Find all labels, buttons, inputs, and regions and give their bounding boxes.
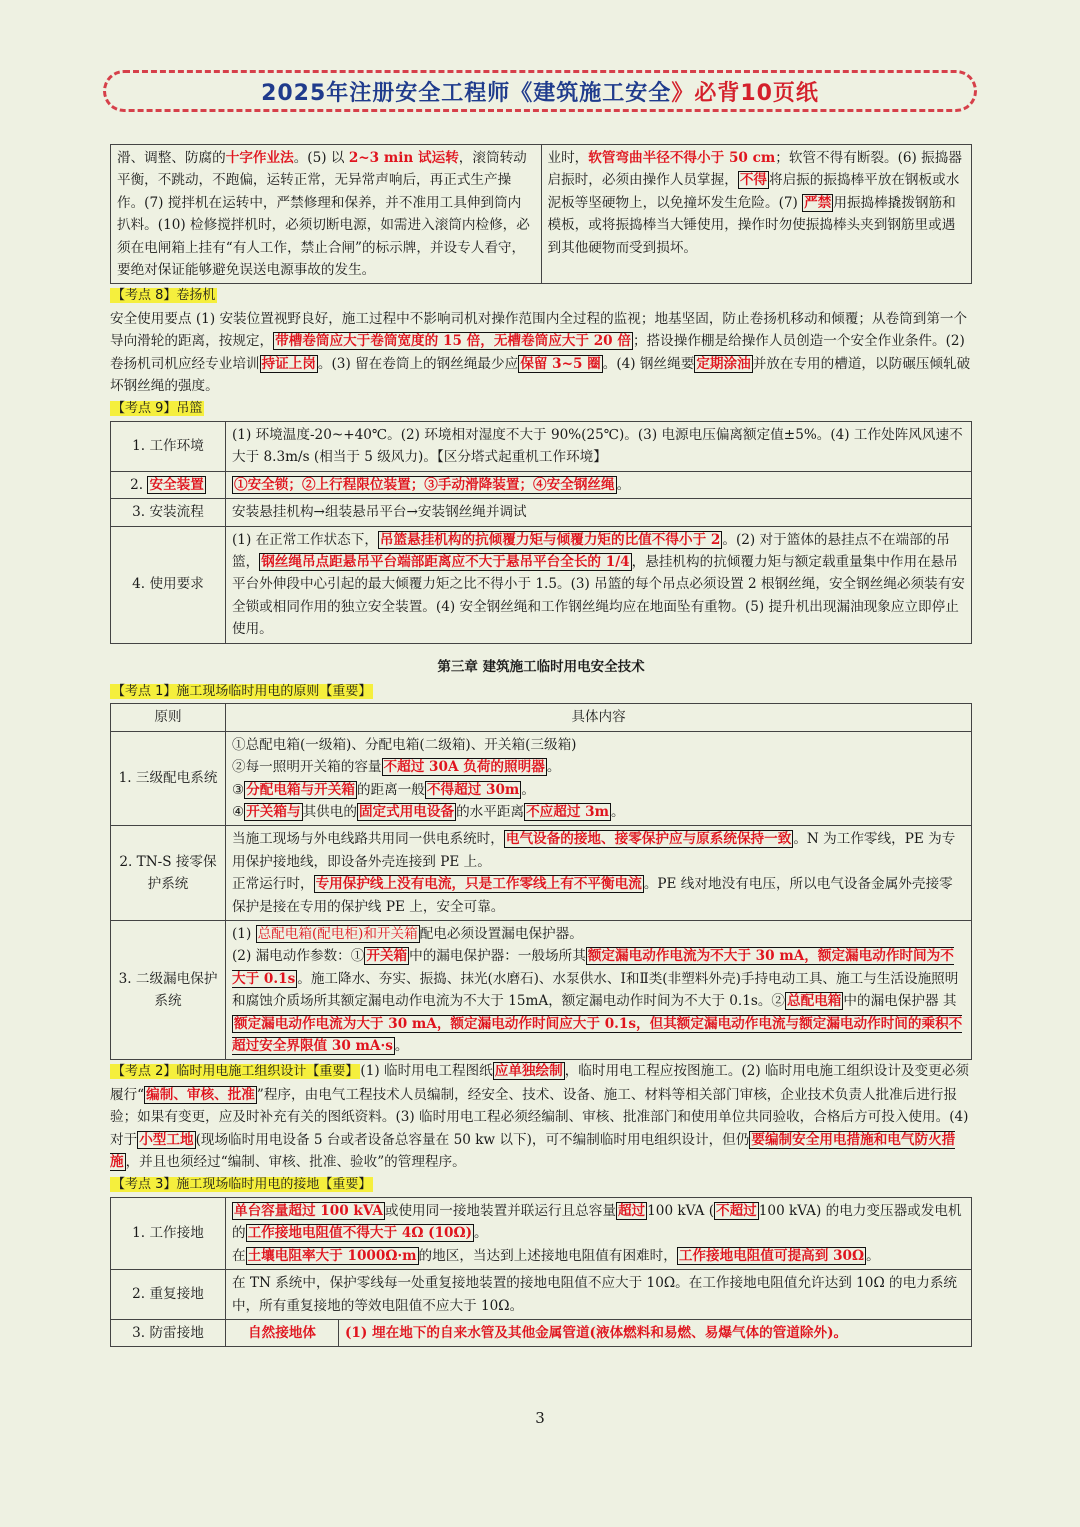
chapter-heading: 第三章 建筑施工临时用电安全技术 bbox=[437, 658, 645, 675]
kp3-table bbox=[110, 1197, 972, 1347]
kp9-heading: 【考点 9】吊篮 bbox=[112, 401, 203, 417]
kp3-label-repeat: 2. 重复接地 bbox=[111, 1270, 226, 1320]
kp3-label-lightning: 3. 防雷接地 bbox=[111, 1319, 226, 1346]
kp9-label-use: 4. 使用要求 bbox=[111, 526, 226, 643]
kp9-env-text: (1) 环境温度-20~+40℃。(2) 环境相对湿度不大于 90%(25℃)。(3) 电源电压偏离额定值±5%。(4) 工作处阵风风速不大于 8.3m/s (相当于 5 级风力)。【区分塔式起重机工作环境】 bbox=[226, 421, 972, 471]
kp9-label-install: 3. 安装流程 bbox=[111, 499, 226, 526]
kp1-heading: 【考点 1】施工现场临时用电的原则【重要】 bbox=[112, 683, 372, 699]
kp9-install-text: 安装悬挂机构→组装悬吊平台→安装钢丝绳并调试 bbox=[226, 499, 972, 526]
page-content bbox=[110, 144, 972, 1347]
kp9-label-env: 1. 工作环境 bbox=[111, 421, 226, 471]
kp1-table bbox=[110, 703, 972, 1060]
top-table bbox=[110, 144, 972, 284]
kp9-use-text: (1) 在正常工作状态下， 吊篮悬挂机构的抗倾覆力矩与倾覆力矩的比值不得小于 2 。(2) 对于篮体的悬挂点不在端部的吊篮， 钢丝绳吊点距悬吊平台端部距离应不大于悬吊平台全长的 1/4 ，悬挂机构的抗倾覆力矩与额定载重量集中作用在悬吊平台外伸段中心引起的最大倾覆力矩之比不得小于 1.5。(3) 吊篮的每个吊点必须设置 2 根钢丝绳，安全钢丝绳必须装有安全锁或相同作用的独立安全装置。(4) 安全钢丝绳和工作钢丝绳均应在地面坠有重物。(5) 提升机出现漏油现象应立即停止使用。 bbox=[226, 526, 972, 643]
kp1-three-level-text: ①总配电箱(一级箱)、分配电箱(二级箱)、开关箱(三级箱) ②每一照明开关箱的容量 不超过 30A 负荷的照明器 。 ③ 分配电箱与开关箱 的距离一般 不得超过 30m 。 ④ 开关箱与 其供电的 固定式用电设备 的水平距离 不应超过 3m 。 bbox=[226, 731, 972, 826]
kp3-heading: 【考点 3】施工现场临时用电的接地【重要】 bbox=[112, 1177, 372, 1193]
page-title: 2025年注册安全工程师《建筑施工安全》必背10页纸 bbox=[261, 80, 819, 106]
kp9-label-safety: 2. 安全装置 bbox=[111, 471, 226, 498]
kp3-natural-ground: 自然接地体 bbox=[226, 1319, 339, 1346]
kp1-col-content: 具体内容 bbox=[226, 704, 972, 731]
kp8-body: 安全使用要点 (1) 安装位置视野良好，施工过程中不影响司机对操作范围内全过程的监视；地基坚固，防止卷扬机移动和倾覆；从卷筒到第一个导向滑轮的距离，按规定， 带槽卷筒应大于卷筒宽度的 15 倍，无槽卷筒应大于 20 倍 ；搭设操作棚是给操作人员创造一个安全作业条件。(2) 卷扬机司机应经专业培训 持证上岗 。(3) 留在卷筒上的钢丝绳最少应 保留 3~5 圈 。(4) 钢丝绳要 定期涂油 并放在专用的槽道，以防碾压倾轧破坏钢丝绳的强度。 bbox=[110, 310, 971, 395]
kp3-repeat-text: 在 TN 系统中，保护零线每一处重复接地装置的接地电阻值不应大于 10Ω。在工作接地电阻值允许达到 10Ω 的电力系统中，所有重复接地的等效电阻值不应大于 10Ω。 bbox=[226, 1270, 972, 1320]
kp1-label-tns: 2. TN-S 接零保护系统 bbox=[111, 826, 226, 921]
top-left-cell: 滑、调整、防腐的十字作业法。(5) 以 2~3 min 试运转，滚筒转动平衡，不跳动，不跑偏，运转正常，无异常声响后，再正式生产操作。(7) 搅拌机在运转中，严禁修理和保养，并不准用工具伸到筒内扒料。(10) 检修搅拌机时，必须切断电源，如需进入滚筒内检修，必须在电闸箱上挂有“有人工作，禁止合闸”的标示牌，并设专人看守，要绝对保证能够避免误送电源事故的发生。 bbox=[111, 145, 542, 284]
kp1-tns-text: 当施工现场与外电线路共用同一供电系统时， 电气设备的接地、接零保护应与原系统保持一致 。N 为工作零线，PE 为专用保护接地线，即设备外壳连接到 PE 上。 正常运行时， 专用保护线上没有电流，只是工作零线上有不平衡电流 。PE 线对地没有电压，所以电气设备金属外壳接零保护是接在专用的保护线 PE 上，安全可靠。 bbox=[226, 826, 972, 921]
kp2-body: 【考点 2】临时用电施工组织设计【重要】 (1) 临时用电工程图纸 应单独绘制 ，临时用电工程应按图施工。(2) 临时用电施工组织设计及变更必须履行“ 编制、审核、批准 ”程序，由电气工程技术人员编制，经安全、技术、设备、施工、材料等相关部门审核，企业技术负责人批准后进行报验；如果有变更，应及时补充有关的图纸资料。(3) 临时用电工程必须经编制、审核、批准部门和使用单位共同验收，合格后方可投入使用。(4) 对于 小型工地 (现场临时用电设备 5 台或者设备总容量在 50 kw 以下)，可不编制临时用电组织设计，但仍 要编制安全用电措施和电气防火措施 ，并且也须经过“编制、审核、批准、验收”的管理程序。 bbox=[110, 1063, 969, 1171]
kp3-label-work: 1. 工作接地 bbox=[111, 1197, 226, 1269]
kp1-col-principle: 原则 bbox=[111, 704, 226, 731]
kp8-heading: 【考点 8】卷扬机 bbox=[112, 288, 216, 304]
kp3-lightning-text: (1) 埋在地下的自来水管及其他金属管道(液体燃料和易燃、易爆气体的管道除外)。 bbox=[339, 1319, 972, 1346]
title-banner bbox=[103, 70, 977, 112]
kp9-table bbox=[110, 421, 972, 644]
kp1-rcd-text: (1) 总配电箱(配电柜)和开关箱 配电必须设置漏电保护器。 (2) 漏电动作参数：① 开关箱 中的漏电保护器：一般场所其 额定漏电动作电流为不大于 30 mA，额定漏电动作时间为不大于 0.1s 。施工降水、夯实、振捣、抹光(水磨石)、水泵供水、Ⅰ和Ⅱ类(非塑料外壳)手持电动工具、施工与生活设施照明和腐蚀介质场所其额定漏电动作电流为不大于 15mA，额定漏电动作时间为不大于 0.1s。② 总配电箱 中的漏电保护器 其额定漏电动作电流为大于 30 mA，额定漏电动作时间应大于 0.1s，但其额定漏电动作电流与额定漏电动作时间的乘积不超过安全界限值 30 mA·s 。 bbox=[226, 921, 972, 1060]
kp9-safety-text: ①安全锁；②上行程限位装置；③手动滑降装置；④安全钢丝绳 。 bbox=[226, 471, 972, 498]
kp1-label-three-level: 1. 三级配电系统 bbox=[111, 731, 226, 826]
kp1-label-rcd: 3. 二级漏电保护系统 bbox=[111, 921, 226, 1060]
page-number: 3 bbox=[535, 1409, 545, 1427]
kp3-work-text: 单台容量超过 100 kVA 或使用同一接地装置并联运行且总容量 超过 100 kVA ( 不超过 100 kVA) 的电力变压器或发电机的 工作接地电阻值不得大于 4Ω (10Ω) 。 在 土壤电阻率大于 1000Ω·m 的地区，当达到上述接地电阻值有困难时， 工作接地电阻值可提高到 30Ω 。 bbox=[226, 1197, 972, 1269]
top-right-cell: 业时，软管弯曲半径不得小于 50 cm；软管不得有断裂。(6) 振捣器启振时，必须由操作人员掌握， 不得 将启振的振捣棒平放在钢板或水泥板等坚硬物上，以免撞坏发生危险。(7) 严禁 用振捣棒撬拨钢筋和模板，或将振捣棒当大锤使用，操作时勿使振捣棒头夹到钢筋里或遇到其他硬物而受到损坏。 bbox=[541, 145, 972, 284]
